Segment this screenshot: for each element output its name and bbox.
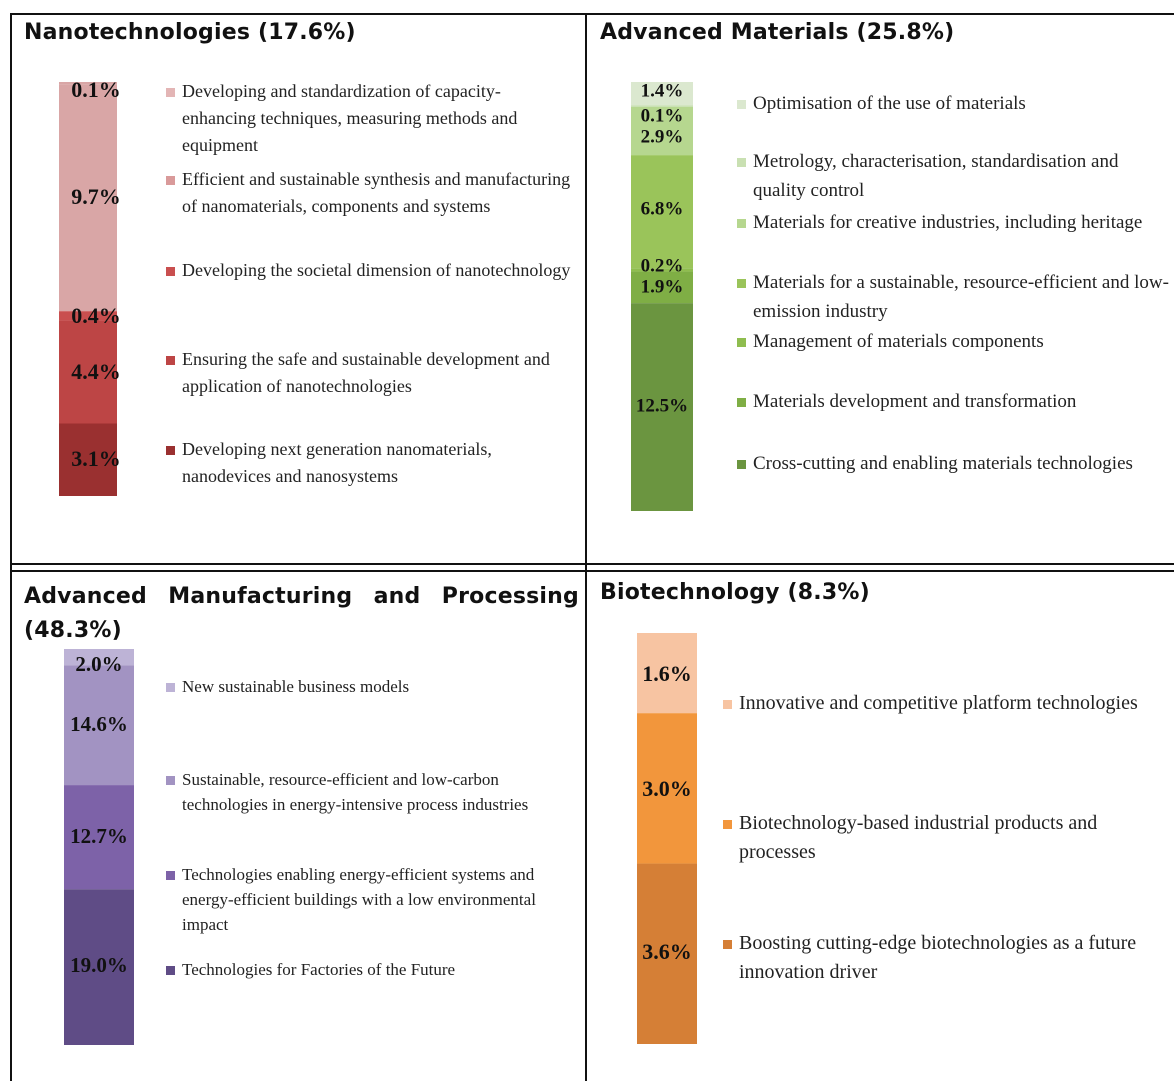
- legend-item-2-3: Technologies for Factories of the Future: [182, 960, 456, 979]
- data-label-1-4: 0.2%: [640, 255, 684, 277]
- data-label-1-0: 1.4%: [640, 80, 684, 102]
- data-label-3-1: 3.0%: [642, 776, 692, 802]
- legend-swatch-2-1: [166, 776, 175, 785]
- legend-swatch-1-1: [737, 158, 746, 167]
- legend-item-2-0: New sustainable business models: [182, 677, 410, 696]
- legend-swatch-0-3: [166, 356, 175, 365]
- panel-title-biotechnology: Biotechnology (8.3%): [600, 580, 870, 605]
- legend-swatch-3-2: [723, 940, 732, 949]
- legend-swatch-0-0: [166, 88, 175, 97]
- legend-item-0-1: Efficient and sustainable synthesis and manufacturing of nanomaterials, components and systems: [182, 169, 571, 216]
- panel-title-nanotechnologies: Nanotechnologies (17.6%): [24, 20, 356, 45]
- legend-item-1-2: Materials for creative industries, including heritage: [753, 212, 1143, 233]
- legend-item-3-0: Innovative and competitive platform technologies: [739, 692, 1138, 714]
- legend-swatch-0-1: [166, 176, 175, 185]
- data-label-1-1: 0.1%: [640, 105, 684, 127]
- legend-item-0-3: Ensuring the safe and sustainable development and application of nanotechnologies: [182, 349, 550, 396]
- data-label-2-0: 2.0%: [75, 651, 123, 676]
- legend-item-3-2: Boosting cutting-edge biotechnologies as a future innovation driver: [739, 932, 1137, 983]
- legend-item-2-1: Sustainable, resource-efficient and low-carbon technologies in energy-intensive process industries: [182, 770, 529, 814]
- data-label-1-6: 12.5%: [635, 395, 689, 417]
- data-label-2-1: 14.6%: [70, 711, 128, 736]
- data-label-1-2: 2.9%: [640, 126, 684, 148]
- legend-swatch-1-3: [737, 279, 746, 288]
- legend-item-0-0: Developing and standardization of capacity-enhancing techniques, measuring methods and equipment: [182, 81, 518, 155]
- data-label-0-1: 9.7%: [71, 184, 121, 210]
- legend-item-1-5: Materials development and transformation: [753, 391, 1077, 412]
- legend-item-1-0: Optimisation of the use of materials: [753, 93, 1026, 114]
- data-label-0-0: 0.1%: [71, 77, 121, 103]
- data-label-0-4: 3.1%: [71, 446, 121, 472]
- legend-item-0-2: Developing the societal dimension of nanotechnology: [182, 260, 571, 280]
- legend-item-1-4: Management of materials components: [753, 331, 1044, 352]
- legend-swatch-2-2: [166, 871, 175, 880]
- legend-swatch-1-5: [737, 398, 746, 407]
- legend-swatch-1-2: [737, 219, 746, 228]
- legend-swatch-3-0: [723, 700, 732, 709]
- legend-item-3-1: Biotechnology-based industrial products and processes: [739, 812, 1098, 863]
- legend-swatch-2-3: [166, 966, 175, 975]
- data-label-0-3: 4.4%: [71, 359, 121, 385]
- legend-item-0-4: Developing next generation nanomaterials, nanodevices and nanosystems: [182, 439, 492, 486]
- legend-item-1-6: Cross-cutting and enabling materials technologies: [753, 453, 1133, 474]
- legend-swatch-1-0: [737, 100, 746, 109]
- data-label-0-2: 0.4%: [71, 303, 121, 329]
- panel-title-advanced-manufacturing: Advanced Manufacturing and Processing (48.3%): [24, 584, 579, 643]
- panel-title-advanced-materials: Advanced Materials (25.8%): [600, 20, 955, 45]
- data-label-2-2: 12.7%: [70, 823, 128, 848]
- legend-item-1-1: Metrology, characterisation, standardisation and quality control: [753, 151, 1119, 201]
- legend-item-2-2: Technologies enabling energy-efficient systems and energy-efficient buildings with a low environmental impact: [182, 865, 536, 934]
- data-label-3-0: 1.6%: [642, 661, 692, 687]
- legend-swatch-1-6: [737, 460, 746, 469]
- data-label-1-3: 6.8%: [640, 198, 684, 220]
- legend-swatch-0-4: [166, 446, 175, 455]
- data-label-2-3: 19.0%: [70, 952, 128, 977]
- legend-swatch-2-0: [166, 683, 175, 692]
- legend-swatch-0-2: [166, 267, 175, 276]
- legend-item-1-3: Materials for a sustainable, resource-efficient and low-emission industry: [753, 272, 1169, 322]
- data-label-3-2: 3.6%: [642, 939, 692, 965]
- legend-swatch-3-1: [723, 820, 732, 829]
- legend-swatch-1-4: [737, 338, 746, 347]
- data-label-1-5: 1.9%: [640, 276, 684, 298]
